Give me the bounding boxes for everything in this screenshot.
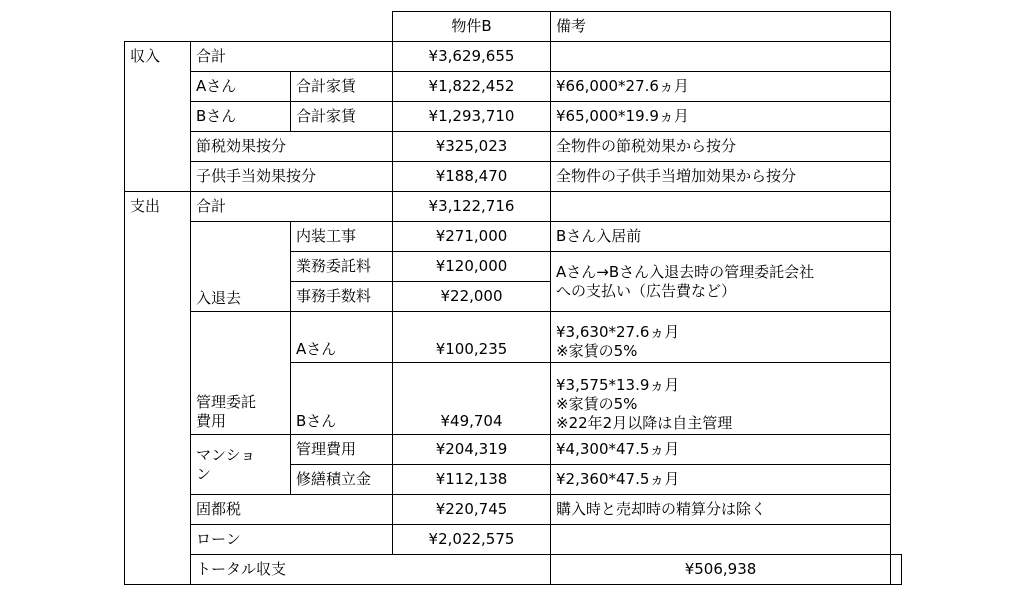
property-tax-note: 購入時と売却時の精算分は除く [551,495,891,525]
tax-note: 全物件の節税効果から按分 [551,132,891,162]
interior-label: 内装工事 [291,222,393,252]
admin-value: ¥22,000 [393,282,551,312]
move-label: 入退去 [191,222,291,312]
mansion-repair-label: 修繕積立金 [291,465,393,495]
mgmt-label [191,312,291,435]
mgmt-a-note [551,312,891,363]
move-shared-note-line-1: Aさん→Bさん入退去時の管理委託会社 [556,262,815,281]
tenant-b-note: ¥65,000*19.9ヵ月 [551,102,891,132]
consign-label: 業務委託料 [291,252,393,282]
header-blank-3 [291,12,393,42]
income-total-row [125,42,902,72]
tax-label: 節税効果按分 [191,132,393,162]
income-expense-table [124,11,902,585]
loan-row [125,525,902,555]
property-tax-label: 固都税 [191,495,393,525]
interior-note: Bさん入居前 [551,222,891,252]
child-note: 全物件の子供手当増加効果から按分 [551,162,891,192]
income-total-note [551,42,891,72]
tenant-b-name: Bさん [191,102,291,132]
tax-value: ¥325,023 [393,132,551,162]
mgmt-b-note-line-1: ¥3,575*13.9ヵ月 [556,376,680,394]
child-value: ¥188,470 [393,162,551,192]
loan-label: ローン [191,525,393,555]
expense-total-label: 合計 [191,192,393,222]
mansion-repair-note: ¥2,360*47.5ヵ月 [551,465,891,495]
mgmt-b-label: Bさん [291,363,393,435]
loan-value: ¥2,022,575 [393,525,551,555]
mansion-fee-note: ¥4,300*47.5ヵ月 [551,435,891,465]
tenant-b-item: 合計家賃 [291,102,393,132]
income-tax-row [125,132,902,162]
mansion-repair-value: ¥112,138 [393,465,551,495]
child-label: 子供手当効果按分 [191,162,393,192]
property-tax-value: ¥220,745 [393,495,551,525]
expense-total-value: ¥3,122,716 [393,192,551,222]
consign-value: ¥120,000 [393,252,551,282]
mansion-fee-row [125,435,902,465]
balance-label: トータル収支 [191,555,551,585]
mgmt-label-line-2: 費用 [196,412,227,430]
mgmt-a-label: Aさん [291,312,393,363]
income-tenant-a-row [125,72,902,102]
mansion-label [191,435,291,495]
interior-value: ¥271,000 [393,222,551,252]
move-shared-note [551,252,891,312]
tenant-a-item: 合計家賃 [291,72,393,102]
mgmt-b-note-line-2: ※家賃の5% [556,395,638,413]
expense-total-note [551,192,891,222]
admin-label: 事務手数料 [291,282,393,312]
income-total-label: 合計 [191,42,393,72]
mgmt-a-value: ¥100,235 [393,312,551,363]
mansion-label-line-2: ン [196,464,212,483]
expense-section-label: 支出 [125,192,191,585]
property-tax-row [125,495,902,525]
balance-row [125,555,902,585]
tenant-a-note: ¥66,000*27.6ヵ月 [551,72,891,102]
header-notes: 備考 [551,12,891,42]
move-interior-row [125,222,902,252]
expense-total-row [125,192,902,222]
mansion-label-line-1: マンショ [196,445,256,464]
mgmt-b-note-line-3: ※22年2月以降は自主管理 [556,414,733,432]
header-blank-2 [191,12,291,42]
mgmt-a-note-line-1: ¥3,630*27.6ヵ月 [556,323,680,341]
header-blank-1 [125,12,191,42]
income-total-value: ¥3,629,655 [393,42,551,72]
mgmt-b-note [551,363,891,435]
income-section-label: 収入 [125,42,191,192]
header-property: 物件B [393,12,551,42]
tenant-a-name: Aさん [191,72,291,102]
mgmt-b-value: ¥49,704 [393,363,551,435]
loan-note [551,525,891,555]
mansion-fee-value: ¥204,319 [393,435,551,465]
move-shared-note-line-2: への支払い（広告費など） [556,281,737,300]
income-tenant-b-row [125,102,902,132]
mansion-fee-label: 管理費用 [291,435,393,465]
income-child-row [125,162,902,192]
tenant-b-value: ¥1,293,710 [393,102,551,132]
tenant-a-value: ¥1,822,452 [393,72,551,102]
balance-value: ¥506,938 [551,555,891,585]
mgmt-label-line-1: 管理委託 [196,393,257,411]
balance-note [891,555,902,585]
header-row [125,12,902,42]
mgmt-a-note-line-2: ※家賃の5% [556,342,638,360]
mgmt-a-row [125,312,902,363]
